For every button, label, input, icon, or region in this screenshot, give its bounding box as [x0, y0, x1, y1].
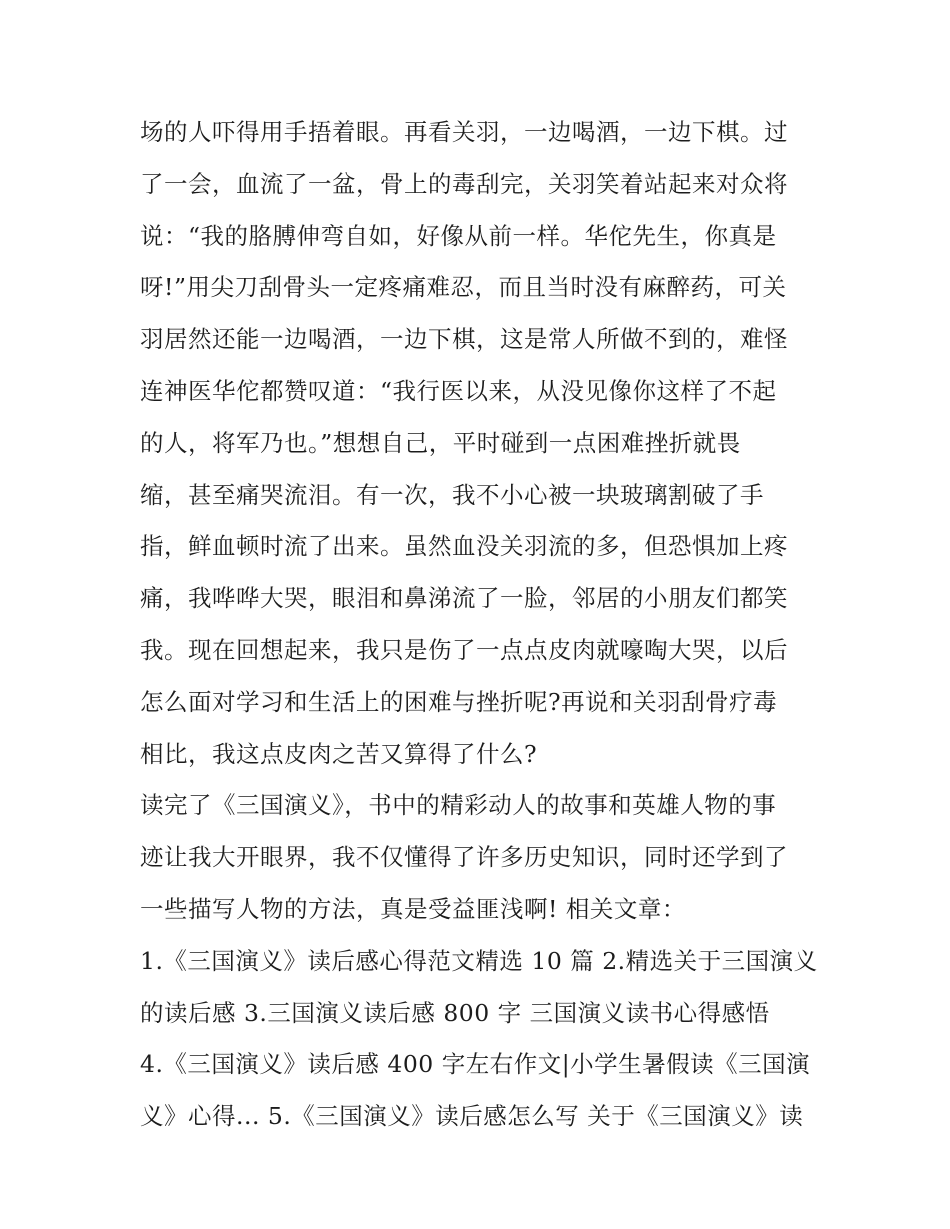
paragraph-start-line: 读完了《三国演义》，书中的精彩动人的故事和英雄人物的事: [140, 791, 777, 820]
text-line: 痛，我哗哗大哭，眼泪和鼻涕流了一脸，邻居的小朋友们都笑: [140, 584, 788, 613]
related-article-line: 1.《三国演义》读后感心得范文精选 10 篇 2.精选关于三国演义: [140, 946, 818, 975]
text-line: 相比，我这点皮肉之苦又算得了什么?: [140, 739, 538, 768]
text-line: 指，鲜血顿时流了出来。虽然血没关羽流的多，但恐惧加上疼: [140, 532, 788, 561]
text-line: 迹让我大开眼界，我不仅懂得了许多历史知识，同时还学到了: [140, 843, 788, 872]
text-line: 我。现在回想起来，我只是伤了一点点皮肉就嚎啕大哭，以后: [140, 635, 788, 664]
body-text: [140, 107, 820, 1143]
text-line: 说：“我的胳膊伸弯自如，好像从前一样。华佗先生，你真是: [140, 221, 777, 250]
text-line: 缩，甚至痛哭流泪。有一次，我不小心被一块玻璃割破了手: [140, 480, 764, 509]
text-line: 怎么面对学习和生活上的困难与挫折呢?再说和关羽刮骨疗毒: [140, 687, 778, 716]
text-line: 羽居然还能一边喝酒，一边下棋，这是常人所做不到的，难怪: [140, 325, 788, 354]
text-line: 呀!”用尖刀刮骨头一定疼痛难忍，而且当时没有麻醉药，可关: [140, 273, 787, 302]
related-article-line: 的读后感 3.三国演义读后感 800 字 三国演义读书心得感悟: [140, 998, 770, 1027]
text-line: 了一会，血流了一盆，骨上的毒刮完，关羽笑着站起来对众将: [140, 169, 788, 198]
text-line: 连神医华佗都赞叹道：“我行医以来，从没见像你这样了不起: [140, 376, 777, 405]
text-line: 的人，将军乃也。”想想自己，平时碰到一点困难挫折就畏: [140, 428, 741, 457]
text-line: 场的人吓得用手捂着眼。再看关羽，一边喝酒，一边下棋。过: [140, 118, 788, 146]
related-article-line: 义》心得... 5.《三国演义》读后感怎么写 关于《三国演义》读: [140, 1102, 804, 1131]
text-line: 一些描写人物的方法，真是受益匪浅啊! 相关文章：: [140, 894, 686, 923]
related-article-line: 4.《三国演义》读后感 400 字左右作文|小学生暑假读《三国演: [140, 1050, 811, 1079]
